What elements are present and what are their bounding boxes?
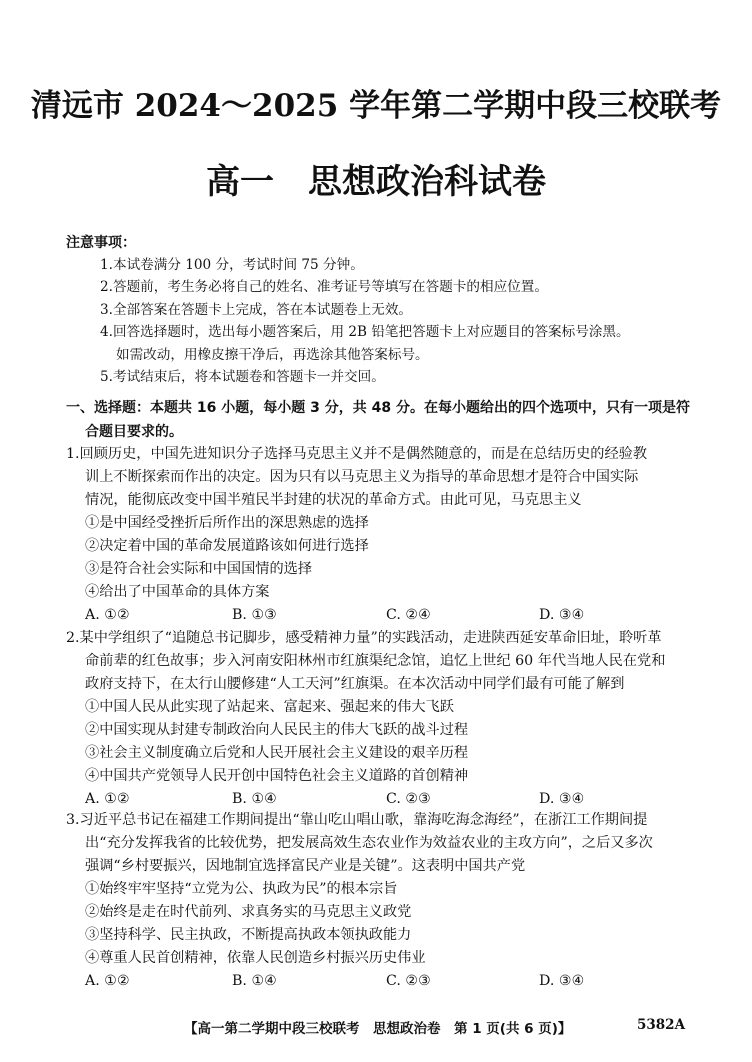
question-stem-line: 政府支持下，在太行山腰修建“人工天河”红旗渠。在本次活动中同学们最有可能了解到	[85, 676, 625, 692]
statement-item: ③社会主义制度确立后党和人民开展社会主义建设的艰辛历程	[85, 745, 469, 761]
section-heading	[66, 396, 716, 444]
question-stem-line: 1.回顾历史，中国先进知识分子选择马克思主义并不是偶然随意的，而是在总结历史的经验教	[66, 446, 648, 462]
notice-item: 2.答题前，考生务必将自己的姓名、准考证号等填写在答题卡的相应位置。	[100, 279, 548, 296]
paper-code: 5382A	[637, 1017, 686, 1033]
option-c: C. ②③	[386, 791, 431, 807]
question-stem-line: 2.某中学组织了“追随总书记脚步，感受精神力量”的实践活动，走进陕西延安革命旧址，聆听革	[66, 630, 662, 646]
notice-item: 5.考试结束后，将本试题卷和答题卡一并交回。	[100, 369, 385, 386]
option-b: B. ①④	[232, 791, 277, 807]
option-b: B. ①④	[232, 973, 277, 989]
answer-options	[66, 604, 716, 627]
option-c: C. ②③	[386, 973, 431, 989]
page-footer: 【高一第二学期中段三校联考 思想政治卷 第 1 页(共 6 页)】	[184, 1021, 572, 1037]
option-d: D. ③④	[539, 973, 585, 989]
option-b: B. ①③	[232, 607, 277, 623]
notice-heading: 注意事项：	[66, 235, 136, 251]
question-stem-line: 3.习近平总书记在福建工作期间提出“靠山吃山唱山歌，靠海吃海念海经”，在浙江工作期间提	[66, 812, 648, 828]
notice-item: 1.本试卷满分 100 分，考试时间 75 分钟。	[100, 257, 364, 273]
question-1	[66, 443, 716, 627]
notice-item: 4.回答选择题时，选出每小题答案后，用 2B 铅笔把答题卡上对应题目的答案标号涂黑。	[100, 324, 630, 341]
exam-subtitle: 高一 思想政治科试卷	[206, 162, 546, 202]
statement-item: ①是中国经受挫折后所作出的深思熟虑的选择	[85, 515, 369, 531]
notice-item: 3.全部答案在答题卡上完成，答在本试题卷上无效。	[100, 301, 413, 318]
statement-item: ④给出了中国革命的具体方案	[85, 584, 270, 600]
option-d: D. ③④	[539, 791, 585, 807]
statement-item: ②始终是走在时代前列、求真务实的马克思主义政党	[85, 904, 412, 920]
statement-item: ③坚持科学、民主执政，不断提高执政本领执政能力	[85, 927, 412, 943]
exam-title: 清远市 2024～2025 学年第二学期中段三校联考	[30, 88, 722, 124]
question-stem-line: 情况，能彻底改变中国半殖民半封建的状况的革命方式。由此可见，马克思主义	[85, 492, 582, 508]
statement-item: ③是符合社会实际和中国国情的选择	[85, 561, 313, 577]
section-heading-line: 一、选择题：本题共 16 小题，每小题 3 分，共 48 分。在每小题给出的四个选项中，只有一项是符	[66, 400, 690, 416]
statement-item: ④中国共产党领导人民开创中国特色社会主义道路的首创精神	[85, 768, 469, 784]
statement-item: ①中国人民从此实现了站起来、富起来、强起来的伟大飞跃	[85, 699, 454, 715]
question-stem-line: 命前辈的红色故事；步入河南安阳林州市红旗渠纪念馆，追忆上世纪 60 年代当地人民在党和	[85, 653, 666, 669]
question-stem-line: 训上不断探索而作出的决定。因为只有以马克思主义为指导的革命思想才是符合中国实际	[85, 469, 639, 485]
option-a: A. ①②	[85, 973, 130, 989]
answer-options	[66, 970, 716, 993]
notice-item-continued: 如需改动，用橡皮擦干净后，再选涂其他答案标号。	[116, 346, 429, 363]
statement-item: ④尊重人民首创精神，依靠人民创造乡村振兴历史伟业	[85, 950, 426, 966]
option-a: A. ①②	[85, 607, 130, 623]
option-d: D. ③④	[539, 607, 585, 623]
question-stem-line: 出“充分发挥我省的比较优势，把发展高效生态农业作为效益农业的主攻方向”，之后又多次	[85, 835, 653, 851]
notice-block	[66, 232, 716, 388]
question-3	[66, 809, 716, 993]
option-a: A. ①②	[85, 791, 130, 807]
question-2	[66, 627, 716, 811]
section-heading-line: 合题目要求的。	[85, 424, 183, 440]
answer-options	[66, 788, 716, 811]
question-stem-line: 强调“乡村要振兴，因地制宜选择富民产业是关键”。这表明中国共产党	[85, 858, 526, 874]
statement-item: ①始终牢牢坚持“立党为公、执政为民”的根本宗旨	[85, 881, 398, 897]
option-c: C. ②④	[386, 607, 431, 623]
statement-item: ②决定着中国的革命发展道路该如何进行选择	[85, 538, 369, 554]
statement-item: ②中国实现从封建专制政治向人民民主的伟大飞跃的战斗过程	[85, 722, 469, 738]
